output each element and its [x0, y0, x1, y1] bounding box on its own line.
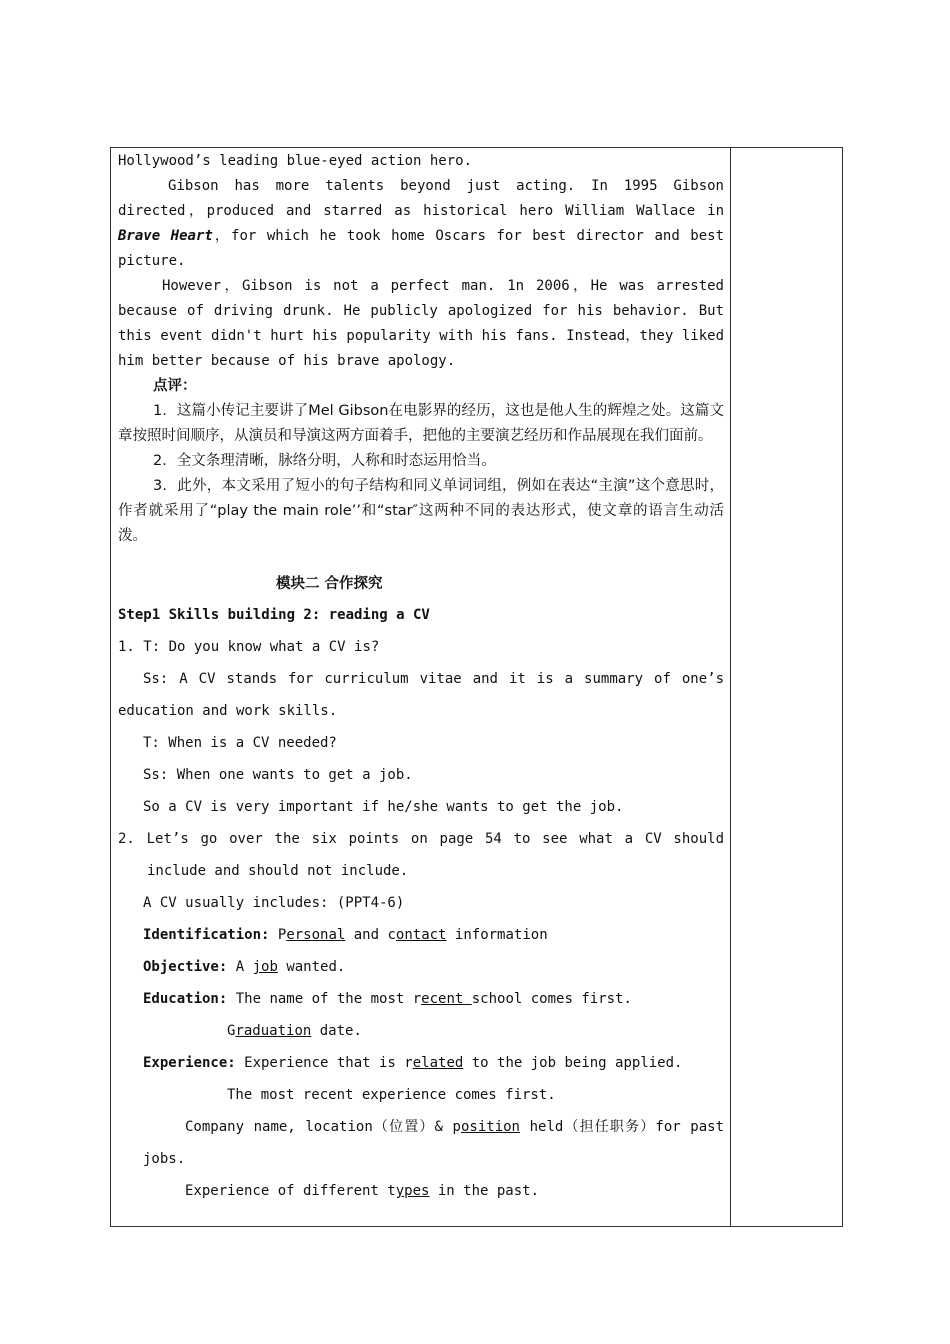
cv-graduation	[118, 1015, 724, 1047]
diff-b: ypes	[395, 1183, 430, 1199]
comp-b: osition	[460, 1119, 520, 1135]
point-2	[118, 823, 724, 887]
bio-p2-rest: ，for which he took home Oscars for best director and best picture.	[118, 228, 725, 269]
answer-1: Ss: A CV stands for curriculum vitae and it is a summary of one’s education and work skills.	[118, 671, 724, 719]
edu-a: The name of the most r	[227, 991, 422, 1007]
ident-d: ontact	[395, 927, 447, 943]
bio-p2-text: Gibson has more talents beyond just acting. In 1995 Gibson directed，produced and starred as historical hero William Wallace in	[118, 178, 724, 219]
lesson-content	[118, 149, 724, 1207]
exp-c: to the job being applied.	[463, 1055, 683, 1071]
edu-b: ecent	[421, 991, 472, 1007]
ident-e: information	[446, 927, 548, 943]
cv-objective	[118, 951, 724, 983]
education-label: Education:	[143, 991, 228, 1007]
module-title: 模块二 合作探究	[276, 576, 383, 592]
comment-1: 1．这篇小传记主要讲了Mel Gibson在电影界的经历，这也是他人生的辉煌之处。这篇文章按照时间顺序，从演员和导演这两方面着手，把他的主要演艺经历和作品展现在我们面前。	[118, 403, 724, 444]
point-2-text: Let’s go over the six points on page 54 to see what a CV should include and should not include.	[146, 831, 724, 879]
comment-3: 3．此外，本文采用了短小的句子结构和同义单词词组，例如在表达“主演”这个意思时，作者就采用了“play the main role’’和“star″这两种不同的表达形式，使文章的语言生动活泼。	[118, 478, 724, 544]
objective-label: Objective:	[143, 959, 228, 975]
cv-experience	[118, 1047, 724, 1079]
question-2: T: When is a CV needed?	[143, 735, 337, 751]
edu-c: school comes first.	[471, 991, 632, 1007]
grad-c: date.	[311, 1023, 362, 1039]
question-1-text: T: Do you know what a CV is?	[143, 639, 380, 655]
ident-a: P	[277, 927, 287, 943]
ident-b: ersonal	[286, 927, 346, 943]
grad-a: G	[227, 1023, 236, 1039]
cv-identification	[118, 919, 724, 951]
step-heading: Step1 Skills building 2: reading a CV	[118, 607, 430, 623]
cv-company	[118, 1111, 724, 1175]
movie-title: Brave Heart	[118, 228, 213, 244]
experience-label: Experience:	[143, 1055, 236, 1071]
point-2-number: 2.	[118, 831, 135, 847]
obj-c: wanted.	[277, 959, 346, 975]
grad-b: raduation	[235, 1023, 312, 1039]
obj-a: A	[227, 959, 253, 975]
ident-c: and c	[345, 927, 396, 943]
bio-line-1: Hollywood’s leading blue-eyed action hero.	[118, 153, 473, 169]
answer-3: So a CV is very important if he/she wants to get the job.	[143, 799, 624, 815]
obj-b: job	[252, 959, 278, 975]
comp-c: held（担任职务）for past jobs.	[143, 1119, 724, 1167]
cv-education	[118, 983, 724, 1015]
comment-heading: 点评：	[153, 378, 197, 394]
exp-b: elated	[412, 1055, 464, 1071]
question-1-number: 1.	[118, 639, 135, 655]
cv-experience-2: The most recent experience comes first.	[227, 1087, 556, 1103]
cv-different-types	[118, 1175, 724, 1207]
column-divider	[730, 147, 731, 1227]
bio-paragraph-2	[118, 174, 724, 274]
cv-includes: A CV usually includes: (PPT4-6)	[143, 895, 405, 911]
question-1	[118, 631, 724, 663]
identification-label: Identification:	[143, 927, 270, 943]
diff-c: in the past.	[429, 1183, 540, 1199]
bio-paragraph-3: However，Gibson is not a perfect man. 1n 2006，He was arrested because of driving drunk. He publicly apologized for his behavior. But this event didn't hurt his popularity with his fans. Instead，they liked him better because of his brave apology.	[118, 278, 724, 369]
exp-a: Experience that is r	[235, 1055, 413, 1071]
comment-2: 2．全文条理清晰，脉络分明，人称和时态运用恰当。	[153, 453, 496, 469]
comp-a: Company name, location（位置）& p	[185, 1119, 461, 1135]
diff-a: Experience of different t	[185, 1183, 396, 1199]
answer-2: Ss: When one wants to get a job.	[143, 767, 413, 783]
